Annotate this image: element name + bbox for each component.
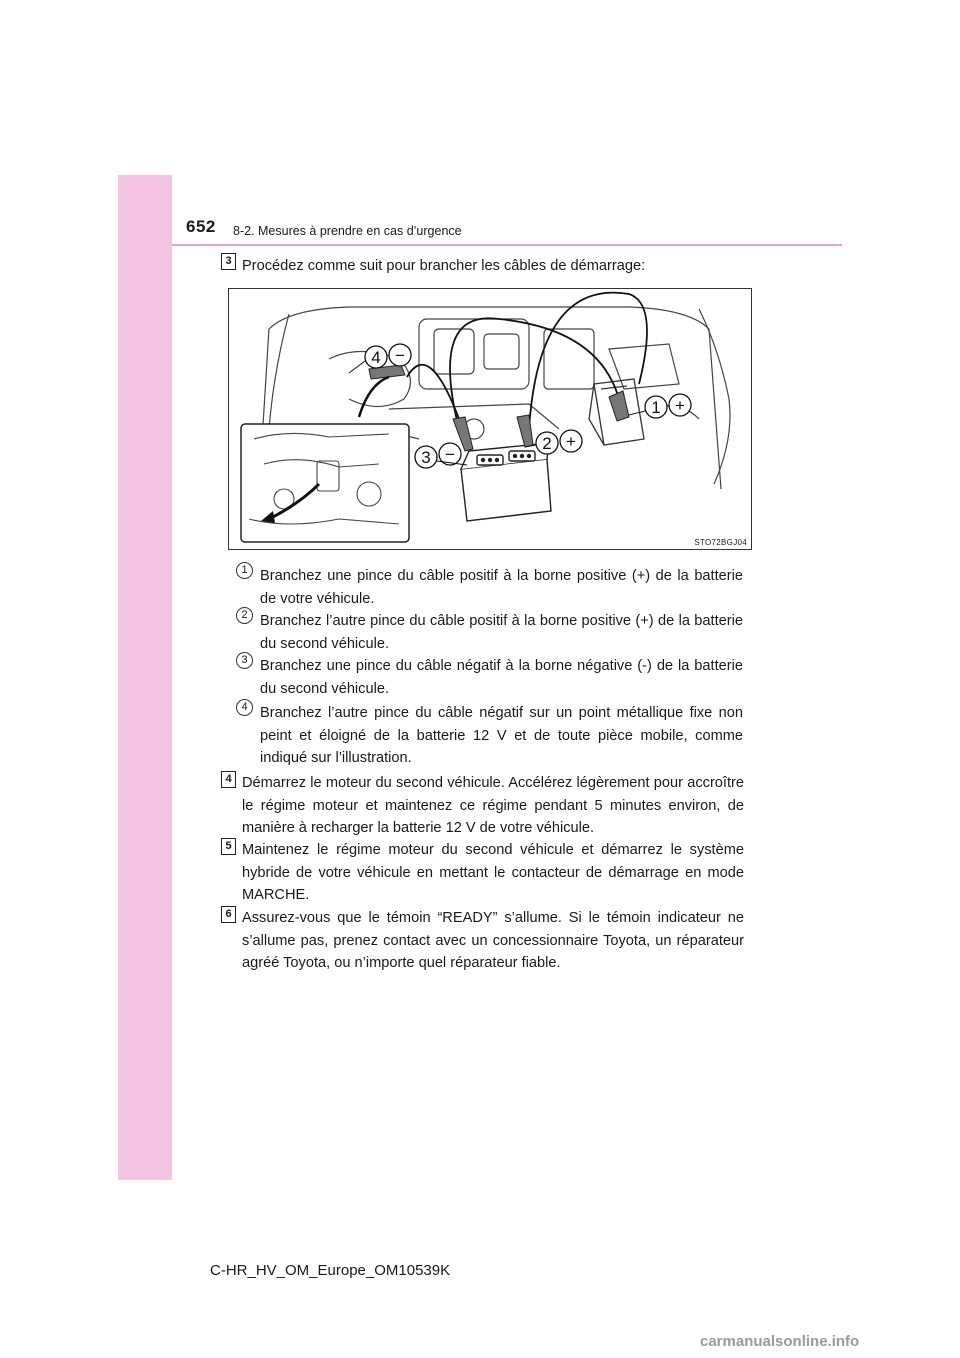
step-5-text: Maintenez le régime moteur du second véhicule et démarrez le système hybride de votre véhicule en mettant le contacteur de démarrage en mode MARCHE.: [242, 842, 744, 904]
section-title: 8-2. Mesures à prendre en cas d’urgence: [233, 224, 462, 238]
step-6-marker: 6: [221, 906, 236, 923]
document-id: C-HR_HV_OM_Europe_OM10539K: [210, 1262, 451, 1279]
side-color-band: [118, 175, 172, 1180]
step-5-marker: 5: [221, 838, 236, 855]
minus-4-label: −: [395, 346, 405, 365]
callout-2-label: 2: [542, 434, 552, 453]
minus-3-label: −: [445, 445, 455, 464]
inset-detail: [241, 424, 409, 542]
step-3-intro: Procédez comme suit pour brancher les câbles de démarrage:: [242, 258, 646, 274]
substep-2-text: Branchez l’autre pince du câble positif à la borne positive (+) de la batterie du second véhicule.: [260, 613, 743, 652]
engine-bay-drawing: [229, 289, 751, 549]
fuse-box: [609, 344, 679, 389]
substep-3-text: Branchez une pince du câble négatif à la borne négative (-) de la batterie du second véhicule.: [260, 658, 743, 697]
fender-left: [269, 314, 289, 429]
plus-2-label: +: [566, 432, 576, 451]
header-rule: [172, 244, 842, 246]
plus-1-label: +: [675, 396, 685, 415]
callout-3-label: 3: [421, 448, 431, 467]
jump-start-illustration: [228, 288, 752, 550]
substep-3-marker: 3: [236, 652, 253, 669]
substep-1-marker: 1: [236, 562, 253, 579]
substep-2-marker: 2: [236, 607, 253, 624]
step-4-marker: 4: [221, 771, 236, 788]
callout-1-label: 1: [651, 398, 661, 417]
page-number: 652: [186, 217, 216, 236]
substep-4-text: Branchez l’autre pince du câble négatif sur un point métallique fixe non peint et éloigné de la batterie 12 V et de toute pièce mobile, comme indiqué sur l’illustration.: [260, 705, 743, 767]
callout-4-label: 4: [371, 348, 381, 367]
positive-cable-right: [529, 293, 647, 429]
substep-1-text: Branchez une pince du câble positif à la borne positive (+) de la batterie de votre véhicule.: [260, 568, 743, 607]
step-3-marker: 3: [221, 253, 236, 270]
figure-code: STO72BGJ04: [694, 538, 747, 547]
substep-4-marker: 4: [236, 699, 253, 716]
step-4-text: Démarrez le moteur du second véhicule. Accélérez légèrement pour accroître le régime moteur et maintenez ce régime pendant 5 minutes environ, de manière à recharger la batterie 12 V de votre véhicule.: [242, 775, 744, 837]
step-6-text: Assurez-vous que le témoin “READY” s’allume. Si le témoin indicateur ne s’allume pas, prenez contact avec un concessionnaire Toyota, un réparateur agréé Toyota, ou n’importe quel réparateur fiable.: [242, 910, 744, 972]
watermark: carmanualsonline.info: [700, 1333, 860, 1350]
second-vehicle-battery: [461, 443, 551, 521]
